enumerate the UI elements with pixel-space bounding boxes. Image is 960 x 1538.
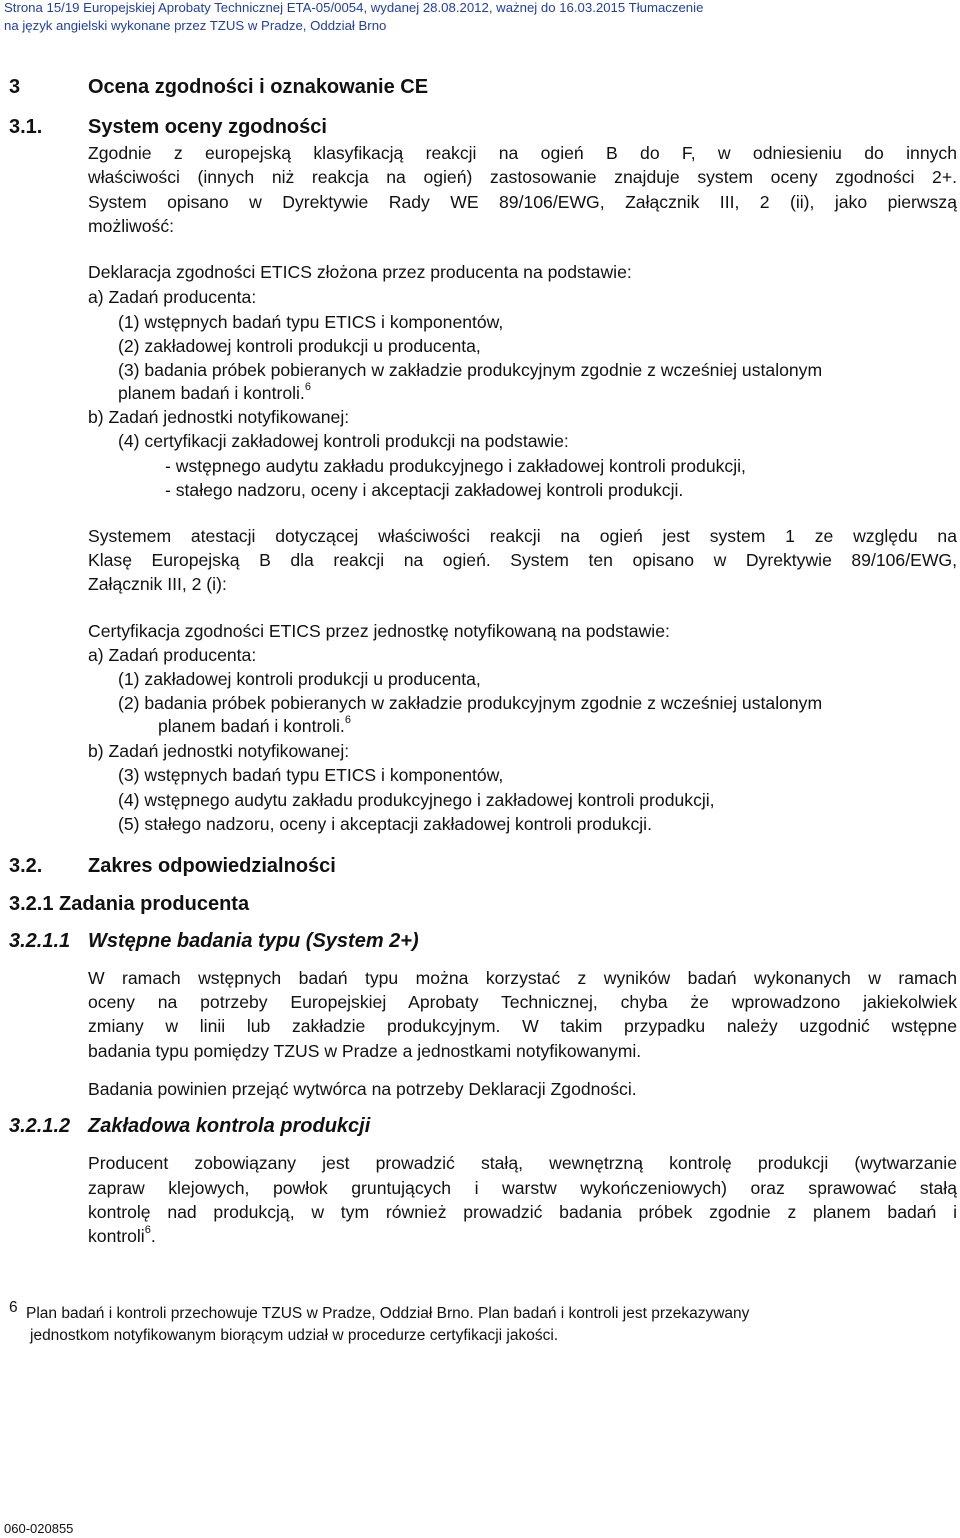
section-3-2-title: Zakres odpowiedzialności	[88, 855, 336, 877]
paragraph-line: właściwości (innych niż reakcja na ogień) zastosowanie znajduje system oceny zgodności 2+.	[88, 167, 957, 187]
paragraph-line: Systemem atestacji dotyczącej właściwości reakcji na ogień jest system 1 ze względu na	[88, 526, 957, 546]
section-3-2-1-2-number: 3.2.1.2	[9, 1115, 71, 1137]
list-item: (5) stałego nadzoru, oceny i akceptacji zakładowej kontroli produkcji.	[118, 814, 652, 834]
list-item: (4) wstępnego audytu zakładu produkcyjnego i zakładowej kontroli produkcji,	[118, 790, 715, 810]
certification-heading: Certyfikacja zgodności ETICS przez jednostkę notyfikowaną na podstawie:	[88, 621, 670, 641]
paragraph-line: Producent zobowiązany jest prowadzić stałą, wewnętrzną kontrolę produkcji (wytwarzanie	[88, 1153, 957, 1173]
paragraph-line: badania typu pomiędzy TZUS w Pradze a jednostkami notyfikowanymi.	[88, 1041, 642, 1061]
footnote-line-1: Plan badań i kontroli przechowuje TZUS w Pradze, Oddział Brno. Plan badań i kontroli jest przekazywany	[26, 1305, 750, 1322]
list-item-text: planem badań i kontroli.	[118, 383, 305, 403]
section-3-2-1-1-number: 3.2.1.1	[9, 930, 71, 952]
list-item-text: planem badań i kontroli.	[158, 716, 345, 736]
declaration-heading: Deklaracja zgodności ETICS złożona przez producenta na podstawie:	[88, 262, 632, 282]
list-item: b) Zadań jednostki notyfikowanej:	[88, 407, 350, 427]
document-number: 060-020855	[4, 1521, 74, 1536]
section-3-2-1-title: 3.2.1 Zadania producenta	[9, 893, 250, 915]
paragraph-line: System opisano w Dyrektywie Rady WE 89/106/EWG, Załącznik III, 2 (ii), jako pierwszą	[88, 192, 957, 212]
footnote-ref: 6	[344, 714, 351, 726]
paragraph-line: W ramach wstępnych badań typu można korzystać z wyników badań wykonanych w ramach	[88, 968, 957, 988]
paragraph-line: oceny na potrzeby Europejskiej Aprobaty Technicznej, chyba że wprowadzono jakiekolwiek	[88, 992, 957, 1012]
list-item: (1) wstępnych badań typu ETICS i komponentów,	[118, 312, 504, 332]
list-item: (3) badania próbek pobieranych w zakładzie produkcyjnym zgodnie z wcześniej ustalonym	[118, 360, 823, 380]
paragraph-text: kontroli	[88, 1226, 145, 1246]
list-item-continued	[118, 382, 311, 404]
list-item: b) Zadań jednostki notyfikowanej:	[88, 741, 350, 761]
paragraph-line: kontrolę nad produkcją, w tym również prowadzić badania próbek zgodnie z planem badań i	[88, 1202, 957, 1222]
paragraph-line: możliwość:	[88, 216, 175, 236]
list-item: (2) badania próbek pobieranych w zakładzie produkcyjnym zgodnie z wcześniej ustalonym	[118, 693, 823, 713]
footnote-ref: 6	[304, 381, 311, 393]
paragraph-line: Badania powinien przejąć wytwórca na potrzeby Deklaracji Zgodności.	[88, 1079, 637, 1099]
paragraph-line	[88, 1225, 156, 1247]
paragraph-line: zapraw klejowych, powłok gruntujących i warstw wykończeniowych) oraz sprawować stałą	[88, 1178, 957, 1198]
footnote-line-2: jednostkom notyfikowanym biorącym udział w procedurze certyfikacji jakości.	[30, 1327, 559, 1344]
list-item: a) Zadań producenta:	[88, 287, 257, 307]
section-3-title: Ocena zgodności i oznakowanie CE	[88, 76, 429, 98]
footnote-mark: 6	[9, 1299, 18, 1316]
header-line-1: Strona 15/19 Europejskiej Aprobaty Technicznej ETA-05/0054, wydanej 28.08.2012, ważnej do 16.03.2015 Tłumaczenie	[4, 0, 704, 15]
section-3-1-title: System oceny zgodności	[88, 116, 327, 138]
list-item: - wstępnego audytu zakładu produkcyjnego i zakładowej kontroli produkcji,	[165, 456, 746, 476]
header-line-2: na język angielski wykonane przez TZUS w Pradze, Oddział Brno	[4, 18, 387, 33]
list-item: a) Zadań producenta:	[88, 645, 257, 665]
footnote-ref: 6	[144, 1224, 151, 1236]
section-3-number: 3	[9, 76, 21, 98]
paragraph-line: zmiany w linii lub zakładzie produkcyjnym. W takim przypadku należy uzgodnić wstępne	[88, 1016, 957, 1036]
list-item: (3) wstępnych badań typu ETICS i komponentów,	[118, 765, 504, 785]
paragraph-line: Zgodnie z europejską klasyfikacją reakcji na ogień B do F, w odniesieniu do innych	[88, 143, 957, 163]
section-3-1-number: 3.1.	[9, 116, 43, 138]
section-3-2-1-1-title: Wstępne badania typu (System 2+)	[88, 930, 419, 952]
section-3-2-1-2-title: Zakładowa kontrola produkcji	[88, 1115, 371, 1137]
list-item: (2) zakładowej kontroli produkcji u producenta,	[118, 336, 481, 356]
paragraph-text: .	[150, 1226, 156, 1246]
section-3-2-number: 3.2.	[9, 855, 43, 877]
list-item: - stałego nadzoru, oceny i akceptacji zakładowej kontroli produkcji.	[165, 480, 684, 500]
paragraph-line: Klasę Europejską B dla reakcji na ogień. System ten opisano w Dyrektywie 89/106/EWG,	[88, 550, 957, 570]
list-item: (4) certyfikacji zakładowej kontroli produkcji na podstawie:	[118, 431, 569, 451]
paragraph-line: Załącznik III, 2 (i):	[88, 574, 227, 594]
list-item: (1) zakładowej kontroli produkcji u producenta,	[118, 669, 481, 689]
list-item-continued	[158, 715, 351, 737]
